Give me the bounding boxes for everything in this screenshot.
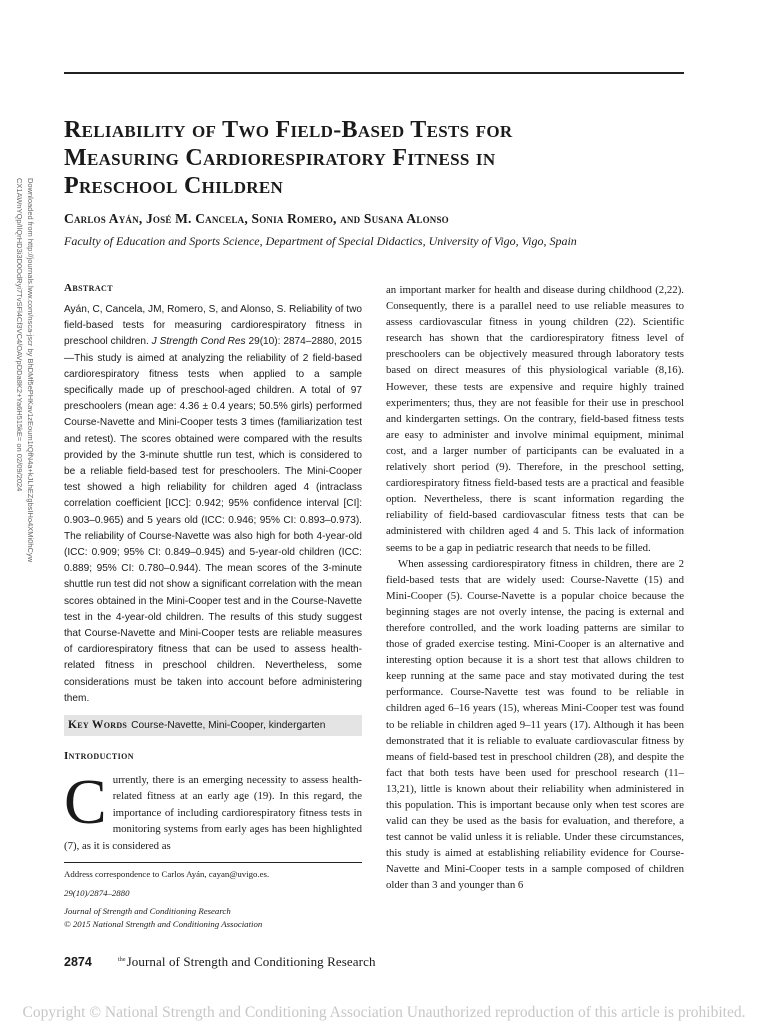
keywords-text: Course-Navette, Mini-Cooper, kindergarten xyxy=(131,720,326,732)
journal-footer xyxy=(118,954,376,970)
drop-cap: C xyxy=(64,766,107,838)
abstract-body xyxy=(64,302,362,707)
journal-abbrev: J Strength Cond Res xyxy=(151,336,246,348)
footnote xyxy=(64,868,362,930)
right-column xyxy=(386,282,684,894)
footnote-rule xyxy=(64,862,362,863)
journal-footer-name: Journal of Strength and Conditioning Research xyxy=(126,954,376,969)
abstract-citation-prefix: Ayán, C, Cancela, JM, Romero, S, and Alonso, S. Reliability of two field-based tests for measuring cardiorespiratory fitness in preschool children. xyxy=(64,304,362,348)
journal-credit: Journal of Strength and Conditioning Research xyxy=(64,906,231,917)
title-line: Measuring Cardiorespiratory Fitness in xyxy=(64,145,496,171)
download-side-note xyxy=(12,178,36,638)
introduction-heading: Introduction xyxy=(64,750,134,763)
abstract-text: This study is aimed at analyzing the reliability of 2 field-based cardiorespiratory fitness tests when applied to a sample specifically made up of preschool-aged children. A total of 97 preschoolers (mean age: 4.36 ± 0.4 years; 50.5% girls) performed Course-Navette and Mini-Cooper tests 3 times (familiarization test and retest). The scores obtained were compared with the results provided by the 3-minute shuttle run test, which is considered to be a reliable field-based test for preschoolers. The Mini-Cooper test showed a high reliability for children aged 4 (intraclass correlation coefficient [ICC]: 0.942; 95% confidence interval [CI]: 0.903–0.965) and 5 years old (ICC: 0.946; 95% CI: 0.893–0.973). The reliability of Course-Navette was also high for both 4-year-old (ICC: 0.909; 95% CI: 0.849–0.945) and 5-year-old children (ICC: 0.889; 95% CI: 0.780–0.944). The mean scores of the 3-minute shuttle run test did not show a significant correlation with the mean scores obtained in the Mini-Cooper test and in the Course-Navette test in the 4-year-old children. The results of this study suggest that Course-Navette and Mini-Cooper tests are reliable measures of cardiorespiratory fitness that can be used to assess health-related fitness in preschool children. Nevertheless, some considerations must be taken into account before administering them. xyxy=(64,352,362,704)
side-note-line-1: Downloaded from http://journals.lww.com/nsca-jscr by BhDMf5ePHKav1zEoum1tQfN4a+kJLhEZgbsIHo4XMi0hCyw xyxy=(26,178,35,563)
abstract-heading: Abstract xyxy=(64,282,113,294)
author-list: Carlos Ayán, José M. Cancela, Sonia Romero, and Susana Alonso xyxy=(64,211,449,226)
top-rule xyxy=(64,72,684,74)
journal-the: the xyxy=(118,956,126,963)
article-title xyxy=(64,116,694,200)
title-line: Reliability of Two Field-Based Tests for xyxy=(64,117,513,143)
title-line: Preschool Children xyxy=(64,173,284,199)
introduction-text xyxy=(64,766,362,854)
abstract-citation-suffix: 29(10): 2874–2880, 2015— xyxy=(64,336,362,364)
page-number: 2874 xyxy=(64,955,92,969)
body-paragraph: When assessing cardiorespiratory fitness in children, there are 2 field-based tests that are widely used: Course-Navette (15) and Mini-Cooper (5). Course-Navette is a popular choice because the beginning stages are not overly intense, the pacing is external and therefore controlled, and the work loading patterns are similar to those of graded exercise testing. Mini-Cooper is an alternative and interesting option because it is a short test that allows children to keep running at the same pace and stay motivated during the test performance. Course-Navette test was found to be reliable in children aged 6–16 years (15), whereas Mini-Cooper test was found to be reliable in children aged 9–11 years (17). Although it has been demonstrated that it is reliable to evaluate cardiovascular fitness by means of field-based test in preschool children (28), and despite the fact that both tests have been used for preschool research (11–13,21), little is known about their reliability when administered in this population. This is important because only when test scores are valid can they be used as the basis for evaluation, and therefore, a test cannot be valid unless it is reliable. Under these circumstances, this study is aimed at establishing reliability evidence for Course-Navette and Mini-Cooper tests in a sample composed of children older than 3 and younger than 6 xyxy=(386,557,684,892)
left-column xyxy=(64,282,362,930)
body-paragraph: an important marker for health and disease during childhood (2,22). Consequently, there is a parallel need to use reliable measures to assess cardiovascular fitness in young children (22). Scientific research has shown that the cardiorespiratory fitness level of preschoolers can be objectively measured through laboratory tests based on direct measures of this physiological variable (8,16). However, these tests are expensive and require highly trained experimenters; thus, they are not feasible for their use in preschool and kindergarten settings. On the contrary, field-based fitness tests are easy to administer and involve minimal equipment, minimal cost, and a larger number of participants can be evaluated in a relatively short period (9). Therefore, in the preschool setting, cardiorespiratory fitness field-based tests are a practical and feasible option. Nevertheless, there is scant information regarding the reliability of field-based cardiovascular fitness tests that can be administered with children aged 4 and 5. This lack of information seems to be a gap in pediatric research that needs to be filled. xyxy=(386,284,684,554)
copyright-note: © 2015 National Strength and Conditioning Association xyxy=(64,918,263,929)
correspondence-note: Address correspondence to Carlos Ayán, cayan@uvigo.es. xyxy=(64,869,270,880)
copyright-watermark: Copyright © National Strength and Conditioning Association Unauthorized reproduction of this article is prohibited. xyxy=(22,1004,746,1021)
affiliation: Faculty of Education and Sports Science, Department of Special Didactics, University of Vigo, Vigo, Spain xyxy=(64,234,577,248)
introduction-body: urrently, there is an emerging necessity to assess health-related fitness at an early age (19). In this regard, the importance of including cardiorespiratory fitness tests in monitoring systems from early ages has been highlighted (7), as it is considered as xyxy=(64,774,362,852)
side-note-line-2: CX1AWnYQp/IlQrHD3i3D0OdRyi7TvSFl4Cf3VC4/OAVpDDa8K2+Ya6H515kE= on 02/09/2024 xyxy=(15,178,24,492)
keywords-box xyxy=(64,715,362,736)
volume-info: 29(10)/2874–2880 xyxy=(64,887,130,898)
keywords-heading: Key Words xyxy=(68,719,128,732)
